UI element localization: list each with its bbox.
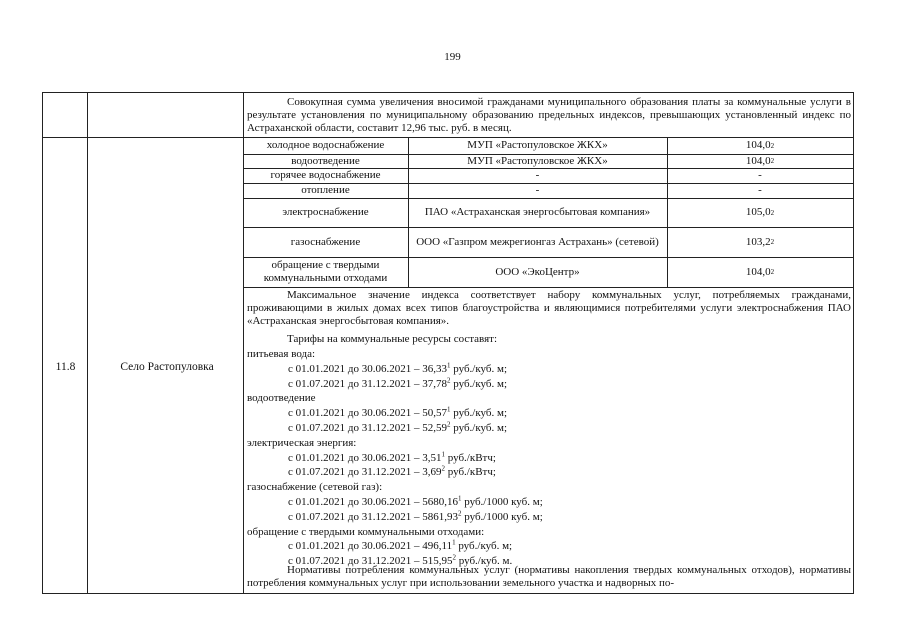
- service-index: 104,0 2: [745, 139, 775, 152]
- column-divider: [667, 137, 668, 287]
- service-provider-text: -: [535, 169, 540, 182]
- page-number: 199: [444, 51, 461, 63]
- intro-paragraph: Совокупная сумма увеличения вносимой гражданами муниципального образования платы за коммунальные услуги в результате установления по муниципальному образованию предельных индексов, превышающих установленный индекс по Астраханской области, составит 12,96 тыс. руб. в месяц.: [247, 96, 851, 135]
- service-index-text: 104,0: [745, 265, 771, 278]
- service-name: [243, 227, 408, 257]
- tariff-unit: руб./куб. м;: [450, 407, 508, 420]
- tariff-line: [288, 377, 507, 392]
- tariff-unit: руб./1000 куб. м;: [461, 496, 543, 508]
- service-provider-text: ООО «Газпром межрегионгаз Астрахань» (сетевой): [416, 235, 659, 248]
- tariff-line: [288, 421, 507, 436]
- service-index-text: 104,0: [745, 139, 771, 152]
- norms-paragraph: Нормативы потребления коммунальных услуг (нормативы накопления твердых коммунальных отходов), нормативы потребления коммунальных услуг при использовании земельного участка и надворных по-: [247, 564, 851, 590]
- tariff-value: с 01.07.2021 до 31.12.2021 – 52,59: [288, 422, 447, 434]
- column-divider: [408, 137, 409, 287]
- tariff-line: [288, 510, 543, 525]
- max-index-paragraph: Максимальное значение индекса соответствует набору коммунальных услуг, потребляемых гражданами, проживающими в жилых домах всех типов благоустройства и являющимися потребителями услуги электроснабжения ПАО «Астраханская энергосбытовая компания».: [247, 289, 851, 328]
- service-provider: [408, 168, 667, 183]
- tariff-value: с 01.07.2021 до 31.12.2021 – 37,78: [288, 377, 447, 390]
- tariff-value: с 01.01.2021 до 30.06.2021 – 496,11: [288, 540, 453, 553]
- service-name: [243, 257, 408, 287]
- footnote-mark: 2: [441, 464, 445, 473]
- settlement-name: Село Растопуловка: [120, 361, 214, 373]
- service-name: [243, 198, 408, 227]
- tariff-unit: руб./куб. м;: [450, 362, 508, 375]
- service-name: [243, 168, 408, 183]
- service-provider-text: ПАО «Астраханская энергосбытовая компания»: [424, 206, 651, 219]
- tariff-value: с 01.01.2021 до 30.06.2021 – 5680,16: [288, 496, 458, 508]
- service-provider-text: ООО «ЭкоЦентр»: [495, 265, 580, 278]
- service-provider: [408, 154, 667, 168]
- tariff-value: с 01.01.2021 до 30.06.2021 – 36,33: [288, 362, 447, 375]
- tariff-line: [288, 362, 507, 377]
- service-name-text: обращение с твердыми коммунальными отходами: [263, 259, 388, 284]
- service-index: 103,2 2: [745, 235, 775, 248]
- tariff-value: с 01.07.2021 до 31.12.2021 – 3,69: [288, 466, 442, 479]
- tariff-line: [288, 539, 512, 554]
- tariff-resource: водоотведение: [247, 392, 316, 405]
- service-provider: [408, 227, 667, 257]
- service-index: 104,0 2: [745, 154, 775, 167]
- service-index-text: 103,2: [745, 235, 771, 248]
- service-index: 105,0 2: [745, 206, 775, 219]
- service-name-text: холодное водоснабжение: [266, 139, 385, 152]
- tariff-line: [288, 495, 543, 510]
- tariff-value: с 01.07.2021 до 31.12.2021 – 5861,93: [288, 510, 458, 523]
- service-index-text: 104,0: [745, 154, 771, 167]
- service-name: [243, 183, 408, 198]
- footnote-mark: 1: [446, 361, 451, 370]
- tariff-unit: руб./1000 куб. м;: [461, 510, 543, 523]
- service-index: [667, 183, 853, 198]
- service-index: [667, 168, 853, 183]
- table-frame: [42, 92, 854, 594]
- service-index-text: -: [758, 169, 762, 182]
- tariff-unit: руб./кВтч;: [444, 466, 496, 479]
- service-provider: [408, 183, 667, 198]
- footnote-mark: 1: [446, 405, 451, 414]
- footnote-mark: 2: [457, 509, 462, 518]
- service-provider-text: МУП «Растопуловское ЖКХ»: [467, 139, 608, 152]
- tariff-value: с 01.07.2021 до 31.12.2021 – 515,95: [288, 555, 453, 568]
- footnote-mark: 2: [446, 420, 451, 429]
- row-divider: [243, 287, 853, 288]
- footnote-mark: 2: [446, 375, 451, 384]
- tariff-unit: руб./куб. м;: [455, 540, 513, 553]
- service-name-text: газоснабжение: [290, 235, 361, 248]
- service-name: [243, 137, 408, 154]
- tariff-resource: электрическая энергия:: [247, 436, 357, 449]
- service-name-text: водоотведение: [291, 154, 360, 167]
- tariff-unit: руб./куб. м;: [450, 422, 508, 434]
- tariff-unit: руб./куб. м;: [450, 377, 508, 390]
- row-number: 11.8: [55, 361, 76, 373]
- tariff-line: [288, 451, 496, 466]
- service-provider-text: МУП «Растопуловское ЖКХ»: [467, 154, 608, 167]
- service-index-text: 105,0: [745, 206, 771, 219]
- footnote-mark: 2: [452, 553, 456, 562]
- tariff-value: с 01.01.2021 до 30.06.2021 – 50,57: [288, 407, 447, 420]
- tariff-resource: питьевая вода:: [247, 348, 316, 360]
- tariff-line: [288, 406, 507, 421]
- tariff-resource: обращение с твердыми коммунальными отходами:: [247, 525, 485, 538]
- tariff-value: с 01.01.2021 до 30.06.2021 – 3,51: [288, 451, 442, 464]
- tariff-resource: газоснабжение (сетевой газ):: [247, 481, 383, 494]
- tariffs-heading: Тарифы на коммунальные ресурсы составят:: [287, 333, 498, 345]
- service-name-text: горячее водоснабжение: [270, 169, 381, 182]
- service-provider: [408, 137, 667, 154]
- tariff-line: [288, 465, 496, 480]
- footnote-mark: 1: [457, 494, 462, 503]
- service-provider: [408, 198, 667, 227]
- service-index: 104,0 2: [745, 265, 775, 278]
- tariff-unit: руб./куб. м.: [455, 555, 513, 568]
- service-index-text: -: [758, 184, 762, 197]
- service-name-text: отопление: [301, 184, 350, 197]
- service-provider-text: -: [535, 184, 540, 197]
- column-divider: [87, 93, 88, 593]
- service-name: [243, 154, 408, 168]
- footnote-mark: 1: [452, 538, 456, 547]
- service-name-text: электроснабжение: [282, 206, 369, 219]
- service-provider: [408, 257, 667, 287]
- tariff-unit: руб./кВтч;: [444, 451, 496, 464]
- row-divider: [43, 137, 243, 138]
- footnote-mark: 1: [441, 449, 445, 458]
